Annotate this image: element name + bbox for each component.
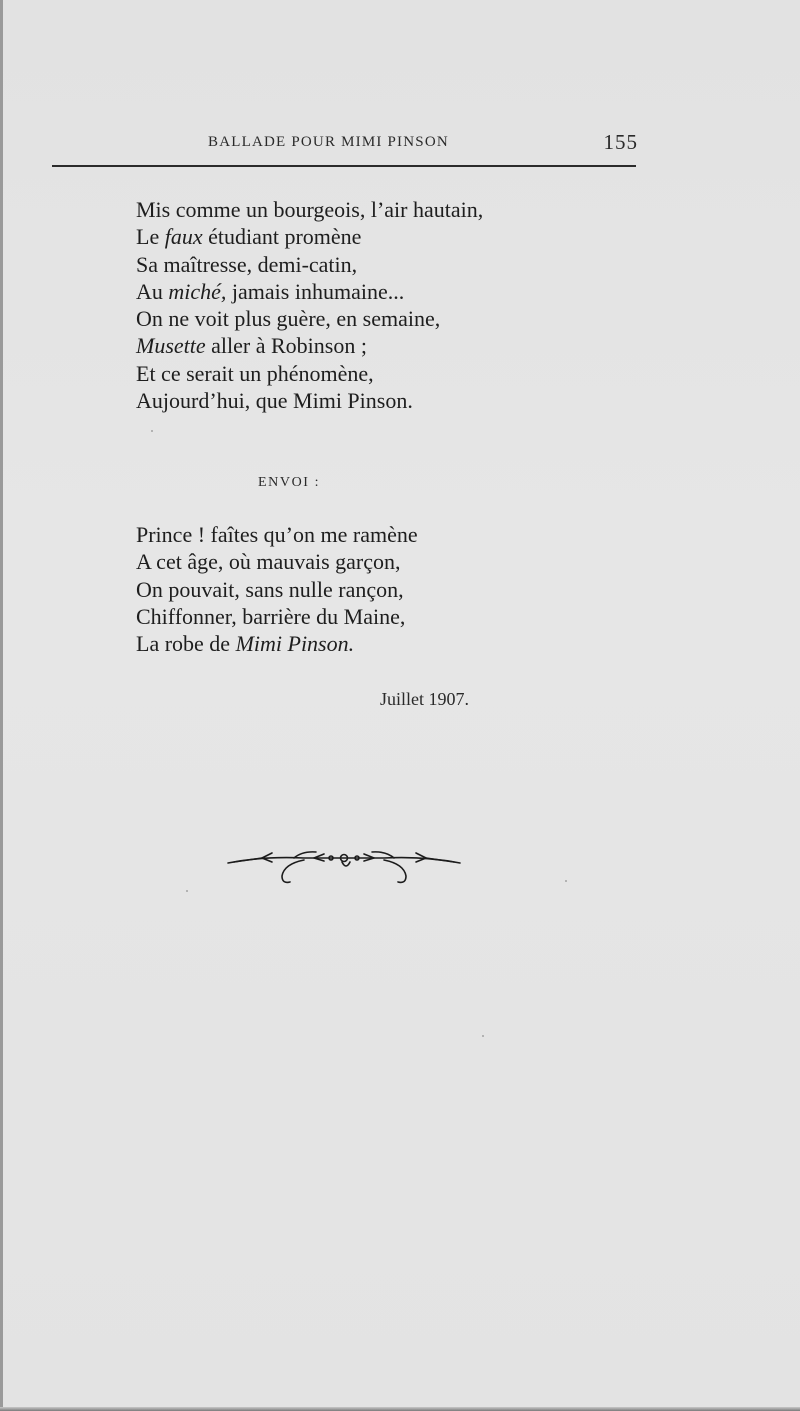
poem-line — [136, 196, 483, 223]
poem-line — [136, 360, 483, 387]
italic-text: Mimi Pinson. — [235, 631, 355, 657]
line-text: aller à Robinson ; — [205, 333, 367, 359]
line-text: Sa maîtresse, demi-catin, — [136, 251, 358, 277]
line-text: Mis comme un bourgeois, l’air hautain, — [136, 197, 484, 222]
envoi-heading: ENVOI : — [258, 475, 321, 490]
poem-line — [136, 630, 418, 657]
poem-line — [136, 332, 483, 359]
poem-line — [136, 278, 483, 305]
line-text: Prince ! faîtes qu’on me ramène — [136, 522, 418, 547]
line-text: On pouvait, sans nulle rançon, — [136, 576, 404, 602]
line-text: La robe de — [136, 631, 236, 657]
line-text: A cet âge, où mauvais garçon, — [136, 549, 401, 575]
line-text: Au — [136, 278, 169, 304]
envoi-stanza — [136, 521, 418, 657]
italic-text: Musette — [136, 333, 206, 359]
poem-line — [136, 521, 418, 548]
poem-line — [136, 603, 418, 630]
line-text: jamais inhumaine... — [226, 278, 405, 304]
poem-stanza — [136, 196, 483, 414]
paper-speck — [151, 430, 153, 432]
fleuron-ornament-icon — [224, 846, 464, 886]
page-bottom-edge — [0, 1407, 800, 1411]
poem-line — [136, 387, 483, 414]
running-head — [52, 130, 638, 160]
line-text: Et ce serait un phénomène, — [136, 360, 374, 386]
italic-text: miché, — [168, 278, 227, 304]
poem-line — [136, 576, 418, 603]
line-text: Chiffonner, barrière du Maine, — [136, 603, 406, 629]
line-text: On ne voit plus guère, en semaine, — [136, 306, 441, 332]
poem-line — [136, 548, 418, 575]
poem-line — [136, 251, 483, 278]
italic-text: faux — [164, 224, 203, 250]
page-number: 155 — [603, 130, 638, 154]
page-left-edge-shadow — [0, 0, 3, 1411]
running-title: BALLADE POUR MIMI PINSON — [208, 134, 449, 150]
line-text: Le — [136, 224, 165, 250]
paper-speck — [482, 1035, 484, 1037]
paper-speck — [565, 880, 567, 882]
line-text: Aujourd’hui, que Mimi Pinson. — [136, 388, 413, 414]
paper-speck — [186, 890, 188, 892]
poem-line — [136, 305, 483, 332]
poem-line — [136, 223, 483, 250]
header-rule — [52, 165, 636, 167]
dateline: Juillet 1907. — [380, 689, 469, 709]
line-text: étudiant promène — [202, 224, 362, 250]
